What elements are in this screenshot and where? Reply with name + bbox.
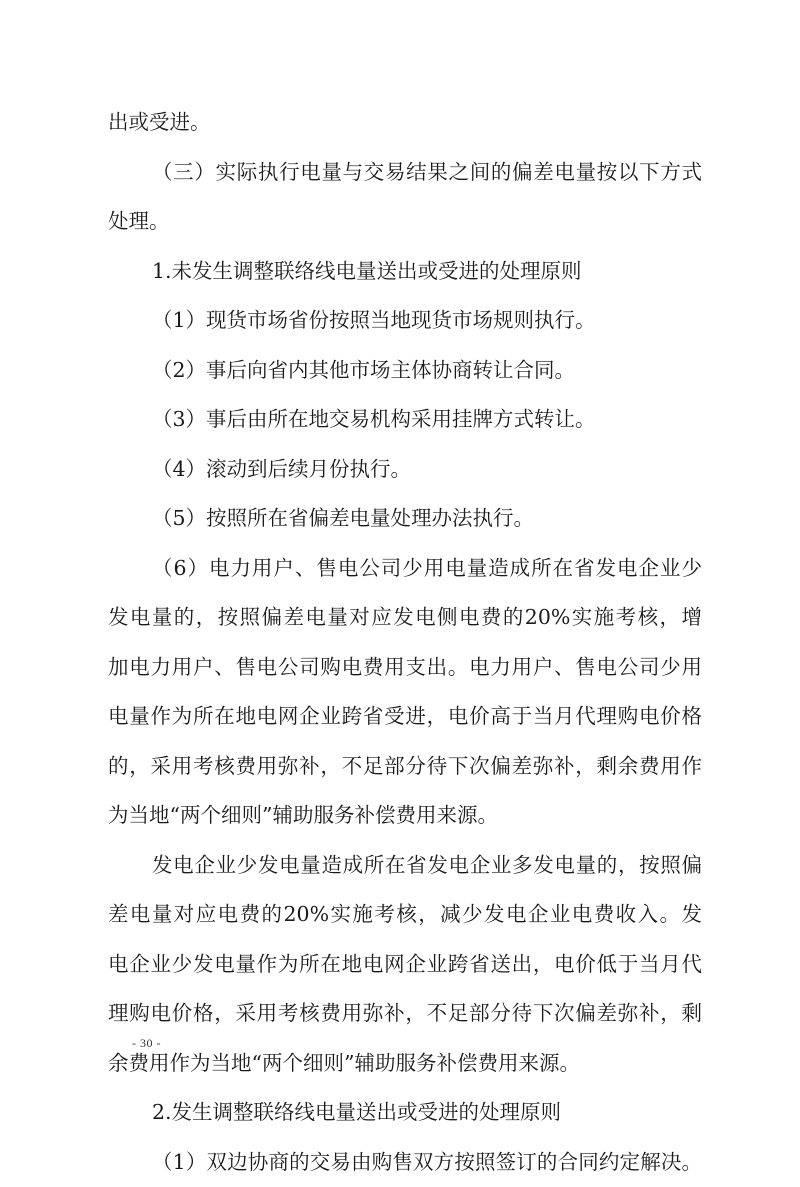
list-item: （4）滚动到后续月份执行。 [108, 445, 702, 495]
text-line: 差电量对应电费的20%实施考核，减少发电企业电费收入。发 [108, 890, 702, 940]
text-line: 电企业少发电量作为所在地电网企业跨省送出，电价低于当月代 [108, 940, 702, 990]
text-line: 电量作为所在地电网企业跨省受进，电价高于当月代理购电价格 [108, 692, 702, 742]
list-item: （2）事后向省内其他市场主体协商转让合同。 [108, 346, 702, 396]
section-heading: （三）实际执行电量与交易结果之间的偏差电量按以下方式 [108, 148, 702, 198]
body-text [108, 98, 702, 1187]
page-number: - 30 - [132, 1036, 161, 1051]
list-item: （6）电力用户、售电公司少用电量造成所在省发电企业少 [108, 544, 702, 594]
text-line: 为当地“两个细则”辅助服务补偿费用来源。 [108, 791, 702, 841]
text-line: 出或受进。 [108, 98, 702, 148]
text-line: 理购电价格，采用考核费用弥补，不足部分待下次偏差弥补，剩 [108, 989, 702, 1039]
subsection-heading: 2.发生调整联络线电量送出或受进的处理原则 [108, 1088, 702, 1138]
text-line: 发电量的，按照偏差电量对应发电侧电费的20%实施考核，增 [108, 593, 702, 643]
text-line: 余费用作为当地“两个细则”辅助服务补偿费用来源。 [108, 1039, 702, 1089]
list-item: （1）现货市场省份按照当地现货市场规则执行。 [108, 296, 702, 346]
list-item: （5）按照所在省偏差电量处理办法执行。 [108, 494, 702, 544]
text-line: 处理。 [108, 197, 702, 247]
list-item: （1）双边协商的交易由购售双方按照签订的合同约定解决。 [108, 1138, 702, 1187]
paragraph-start: 发电企业少发电量造成所在省发电企业多发电量的，按照偏 [108, 841, 702, 891]
subsection-heading: 1.未发生调整联络线电量送出或受进的处理原则 [108, 247, 702, 297]
text-line: 加电力用户、售电公司购电费用支出。电力用户、售电公司少用 [108, 643, 702, 693]
list-item: （3）事后由所在地交易机构采用挂牌方式转让。 [108, 395, 702, 445]
text-line: 的，采用考核费用弥补，不足部分待下次偏差弥补，剩余费用作 [108, 742, 702, 792]
